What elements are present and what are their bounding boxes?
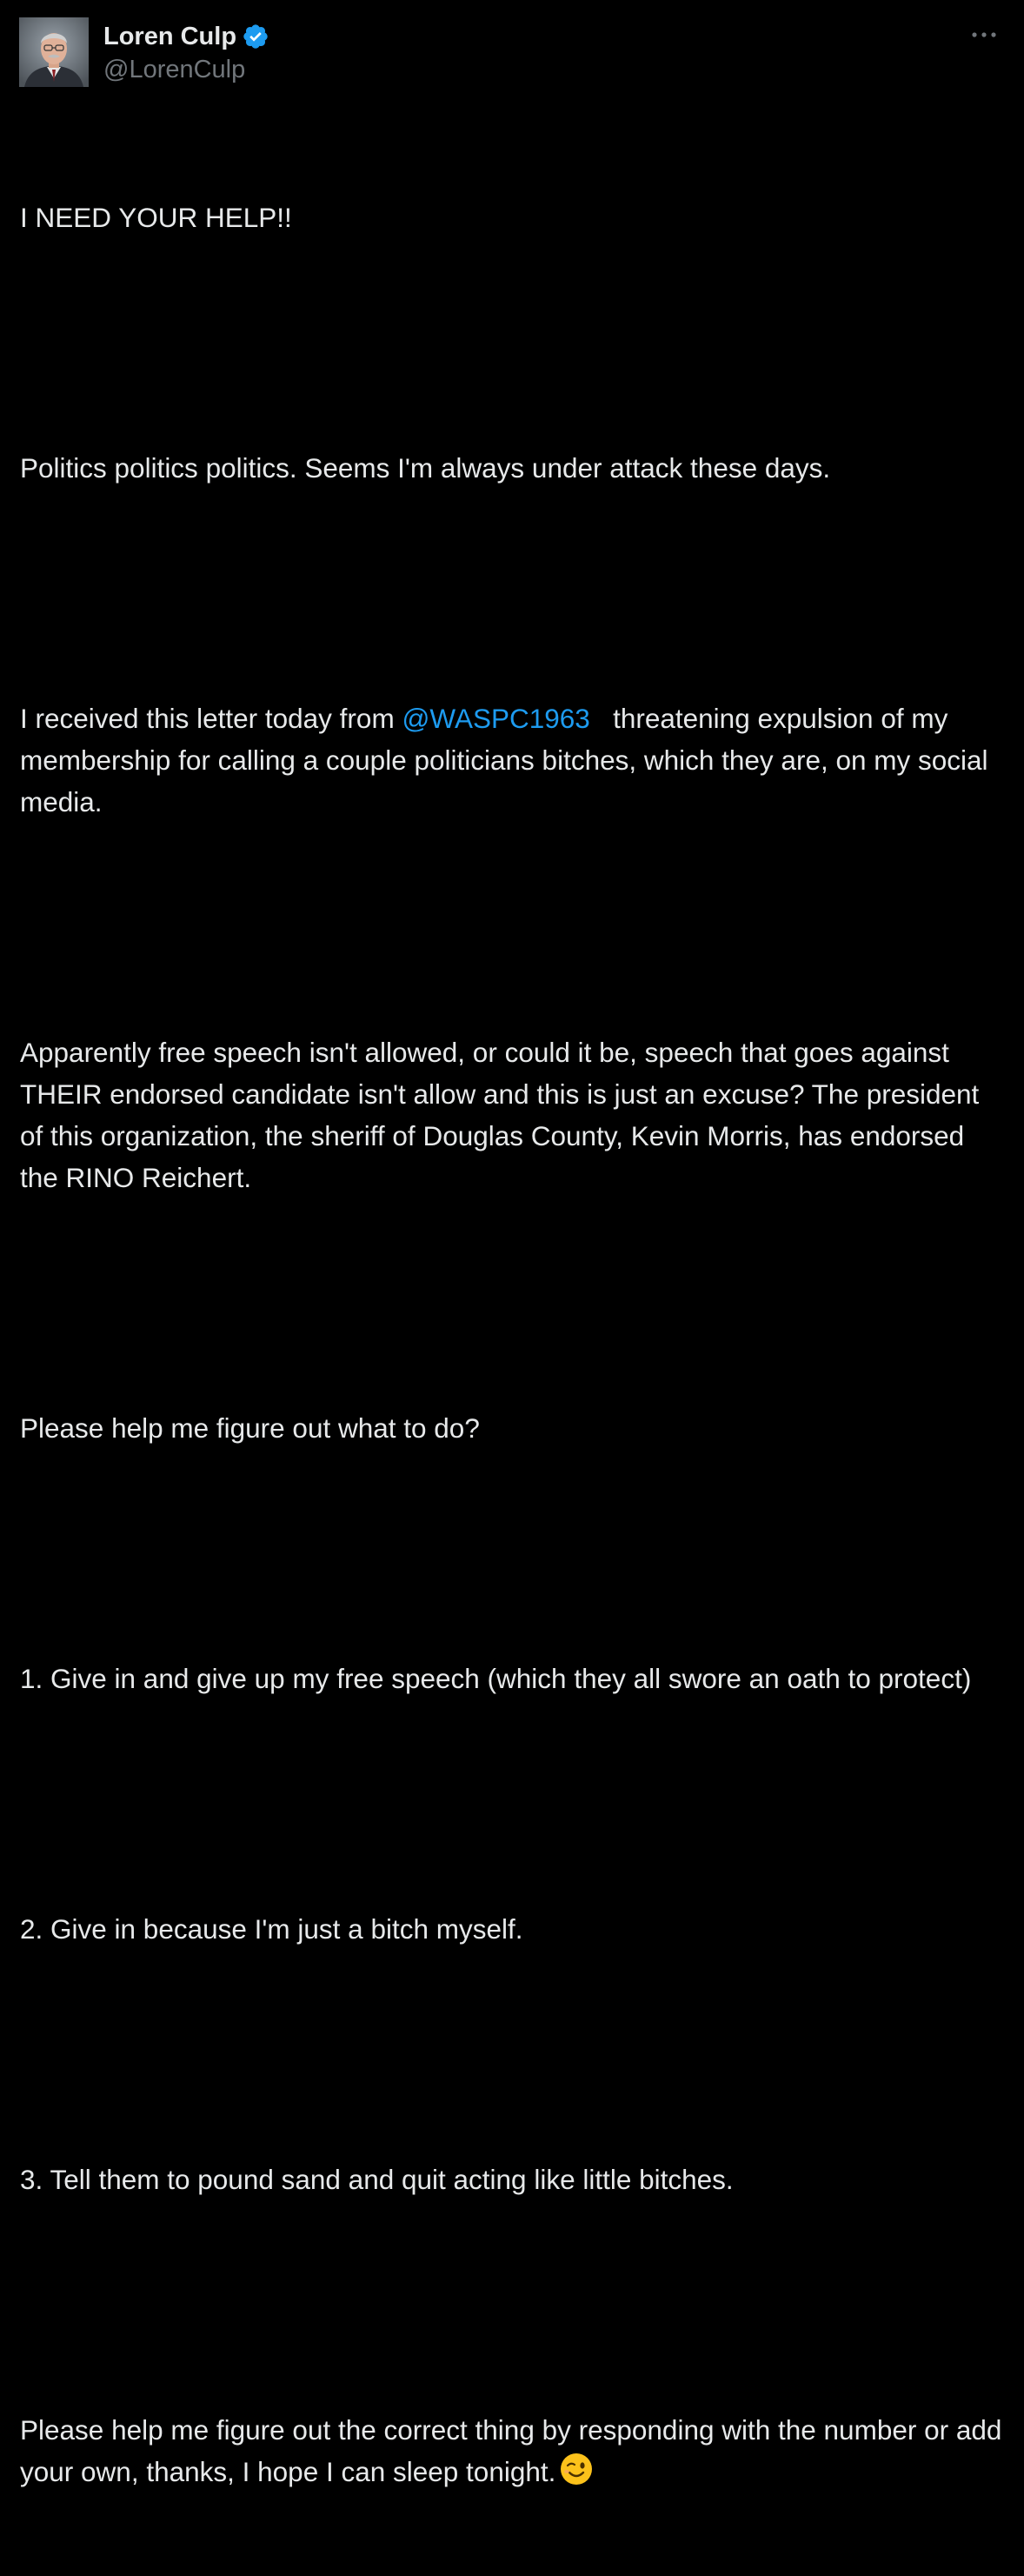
tweet-text-span: Please help me figure out the correct thing by responding with the number or add your own, thanks, I hope I can sleep tonight. [20, 2414, 1010, 2487]
author-display-name[interactable]: Loren Culp [103, 22, 237, 50]
tweet-paragraph-3 [20, 697, 1007, 823]
tweet-paragraph-7: 2. Give in because I'm just a bitch myself. [20, 1913, 523, 1945]
mention-link[interactable]: @WASPC1963 [402, 703, 590, 734]
tweet-paragraph-4: Apparently free speech isn't allowed, or could it be, speech that goes against THEIR endorsed candidate isn't allow and this is just an excuse? The president of this organization, the sheriff of Douglas County, Kevin Morris, has endorsed the RINO Reichert. [20, 1037, 987, 1193]
verified-badge-icon[interactable] [242, 23, 269, 50]
tweet-paragraph-2: Politics politics politics. Seems I'm always under attack these days. [20, 452, 831, 484]
avatar[interactable] [19, 17, 89, 87]
tweet-text-span: threatening expulsion of my membership for calling a couple politicians bitches, which they are, on my social media. [20, 703, 996, 818]
tweet-paragraph-6: 1. Give in and give up my free speech (which they all swore an oath to protect) [20, 1663, 972, 1694]
tweet-header [19, 17, 269, 87]
avatar-image [19, 17, 89, 87]
more-horizontal-icon[interactable] [967, 19, 1001, 50]
author-handle[interactable]: @LorenCulp [103, 56, 246, 83]
winking-face-emoji [559, 2452, 594, 2486]
author-names [103, 20, 269, 86]
name-row [103, 20, 269, 53]
tweet-paragraph-5: Please help me figure out what to do? [20, 1412, 480, 1444]
tweet-paragraph-8: 3. Tell them to pound sand and quit acting like little bitches. [20, 2164, 734, 2195]
tweet-paragraph-9 [20, 2409, 1010, 2493]
tweet-text-span: I received this letter today from [20, 703, 402, 734]
tweet-text [20, 113, 1010, 2576]
tweet-paragraph-1: I NEED YOUR HELP!! [20, 202, 292, 233]
